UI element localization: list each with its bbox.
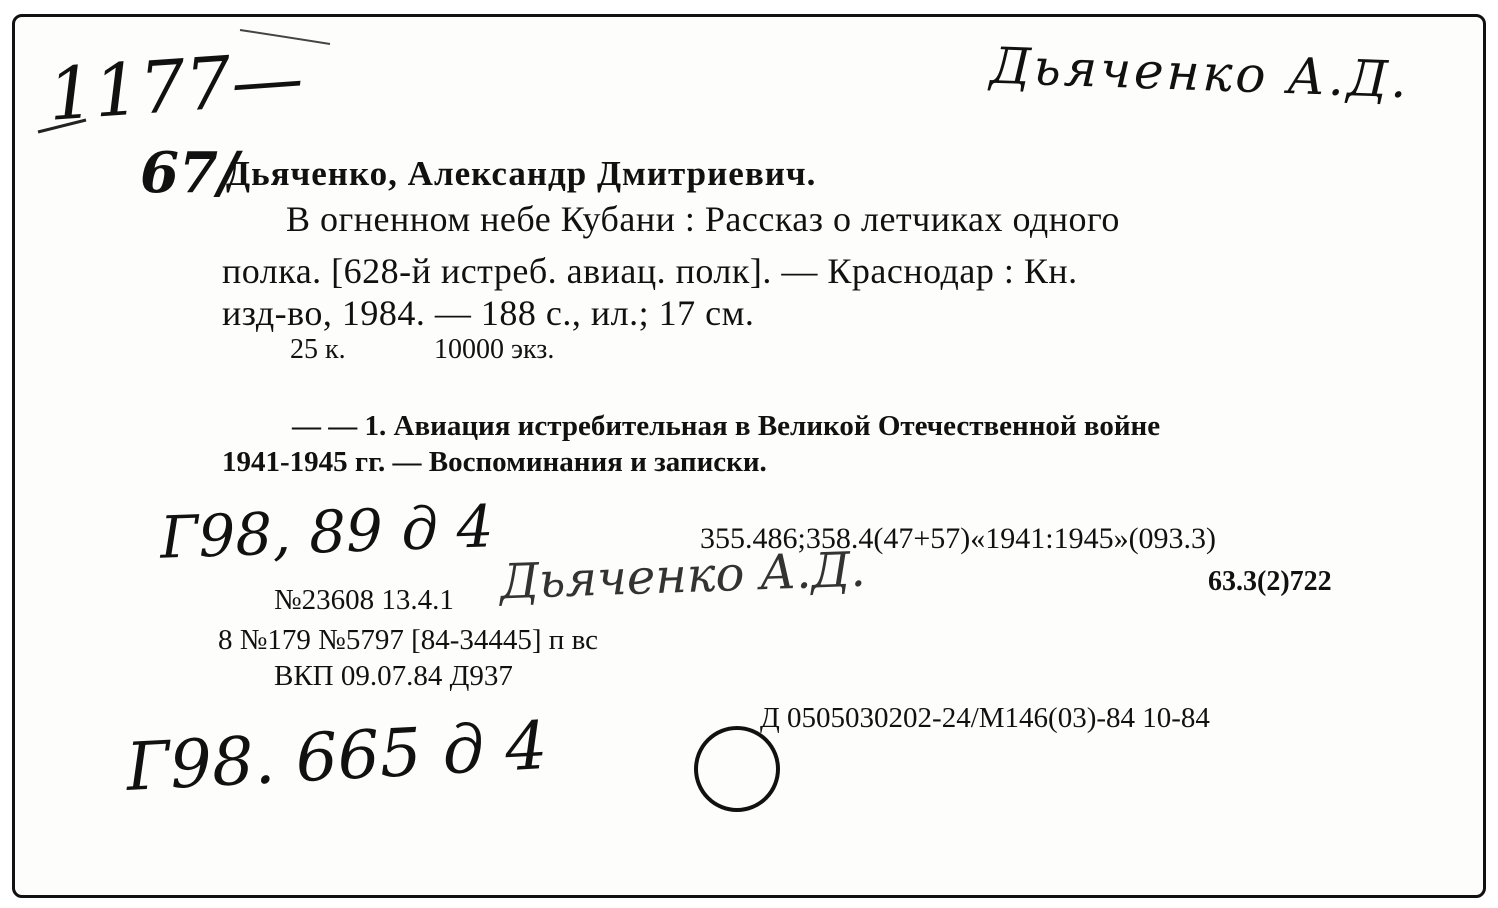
- title-line-3: изд-во, 1984. — 188 с., ил.; 17 см.: [222, 293, 755, 333]
- handwritten-call-number-top: 1177—: [45, 35, 306, 137]
- handwritten-name-over-udc: Дьяченко А.Д.: [499, 541, 867, 611]
- service-line-3: ВКП 09.07.84 Д937: [274, 660, 513, 692]
- service-line-2: 8 №179 №5797 [84-34445] п вс: [218, 624, 598, 656]
- catalog-code: Д 0505030202-24/М146(03)-84 10-84: [760, 702, 1210, 734]
- underline-stroke: [38, 120, 86, 132]
- author-heading: Дьяченко, Александр Дмитриевич.: [226, 154, 817, 193]
- handwritten-shelf-mark-2: Г98. 665 д 4: [124, 707, 550, 806]
- udc-classification: 355.486;358.4(47+57)«1941:1945»(093.3): [700, 522, 1217, 555]
- print-run: 10000 экз.: [434, 334, 555, 365]
- title-line-1: В огненном небе Кубани : Рассказ о летчиках одного: [286, 199, 1120, 239]
- handwritten-call-number-prefix: 67/: [140, 140, 239, 206]
- subject-line-2: 1941-1945 гг. — Воспоминания и записки.: [222, 446, 767, 478]
- handwritten-author-corner: Дьяченко А.Д.: [989, 36, 1411, 110]
- bbk-classification: 63.3(2)722: [1208, 566, 1332, 597]
- top-border-tick: [240, 30, 330, 44]
- handwritten-shelf-mark-1: Г98, 89 д 4: [158, 492, 495, 572]
- subject-line-1: — — 1. Авиация истребительная в Великой Отечественной войне: [292, 410, 1161, 442]
- price: 25 к.: [290, 334, 346, 365]
- service-line-1: №23608 13.4.1: [274, 584, 454, 616]
- title-line-2: полка. [628-й истреб. авиац. полк]. — Краснодар : Кн.: [222, 251, 1078, 291]
